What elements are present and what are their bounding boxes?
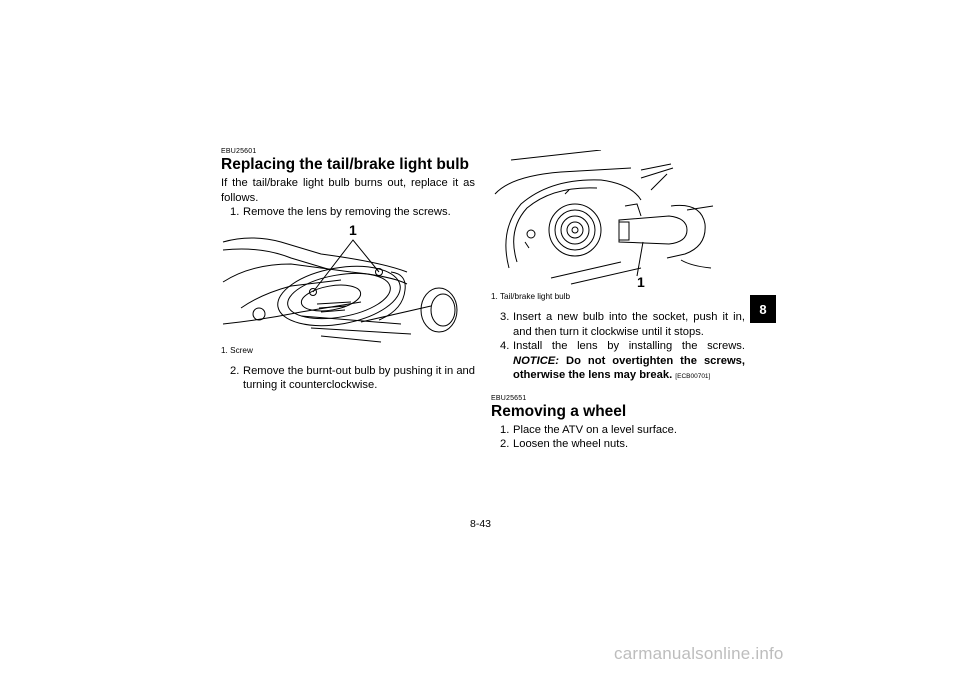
step-text: Place the ATV on a level surface. <box>513 423 677 436</box>
step-item <box>221 205 475 220</box>
step-number: 4. <box>500 340 510 352</box>
step-text: Loosen the wheel nuts. <box>513 438 629 450</box>
step-number: 2. <box>230 364 240 377</box>
step-text: Remove the burnt-out bulb by pushing it in and turning it counterclockwise. <box>243 364 475 391</box>
steps-list-right <box>491 310 745 385</box>
step-text: Insert a new bulb into the socket, push it in, and then turn it clockwise until it stops. <box>513 311 745 338</box>
section-heading: Replacing the tail/brake light bulb <box>221 156 470 173</box>
notice-code: [ECB00701] <box>675 373 711 380</box>
step-number: 3. <box>500 311 510 323</box>
steps-list <box>221 205 475 220</box>
figure-caption: 1. Screw <box>221 345 253 355</box>
step-number: 1. <box>230 206 240 218</box>
step-text: Install the lens by installing the screws. <box>513 340 745 352</box>
tail-brake-bulb-illustration <box>491 150 721 290</box>
wheel-steps-list <box>491 423 745 452</box>
step-item <box>491 437 745 452</box>
intro-paragraph: If the tail/brake light bulb burns out, replace it as follows. <box>221 177 475 204</box>
section-code: EBU25651 <box>491 394 527 402</box>
step-number: 1. <box>500 423 510 436</box>
chapter-tab: 8 <box>750 295 776 323</box>
section-heading: Removing a wheel <box>491 402 627 420</box>
steps-list-continued <box>221 364 475 393</box>
notice-label: NOTICE: <box>513 354 559 367</box>
section-code: EBU25601 <box>221 148 257 155</box>
right-column <box>491 150 745 452</box>
figure-screw <box>221 221 475 344</box>
watermark: carmanualsonline.info <box>614 644 784 663</box>
step-item <box>491 423 745 438</box>
step-item <box>491 339 745 385</box>
figure-bulb <box>491 150 745 290</box>
figure-caption: 1. Tail/brake light bulb <box>491 292 571 301</box>
step-text: Remove the lens by removing the screws. <box>243 206 451 218</box>
step-item <box>491 310 745 339</box>
left-column <box>221 148 475 393</box>
notice-text: Do not overtighten the screws, otherwise the lens may break. <box>513 354 745 381</box>
callout-number: 1 <box>637 274 645 290</box>
step-number: 2. <box>500 438 510 450</box>
step-item <box>221 364 475 393</box>
callout-number: 1 <box>349 221 357 238</box>
tail-light-lens-illustration <box>221 221 461 344</box>
page-number: 8-43 <box>470 518 492 530</box>
